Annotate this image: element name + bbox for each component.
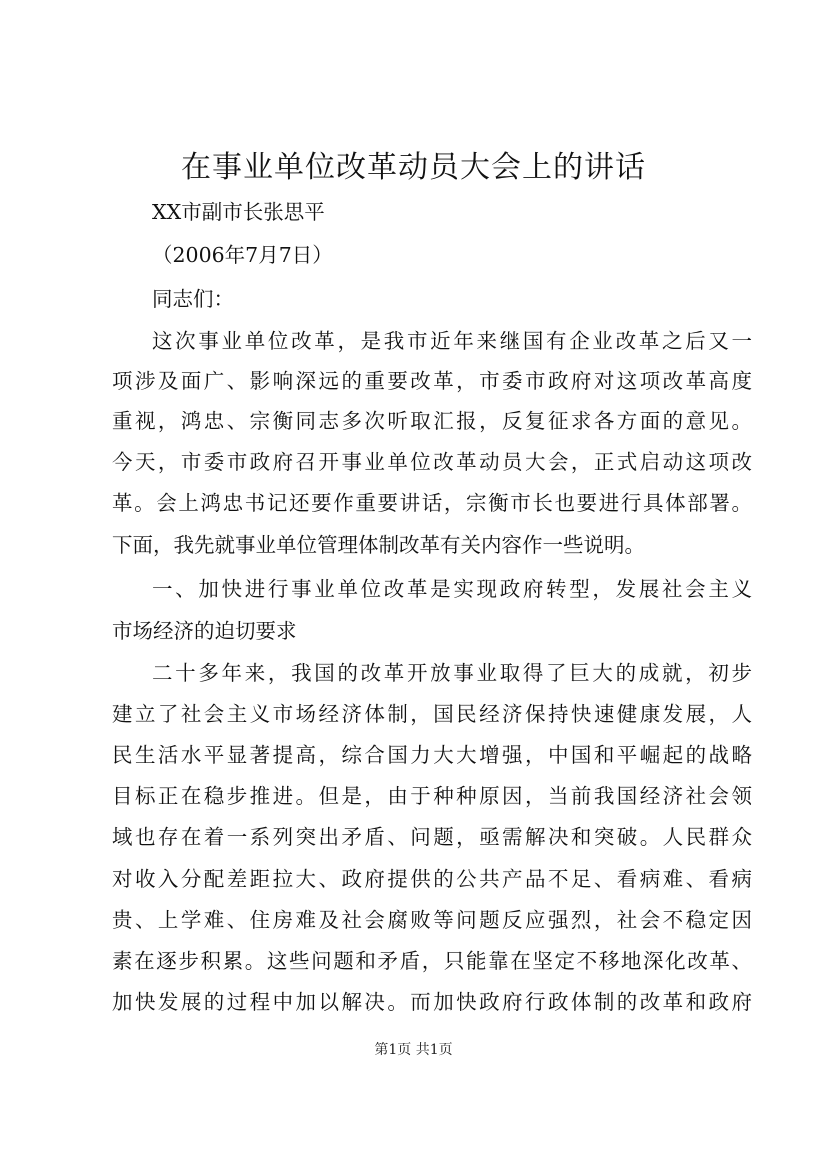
body-line: 素在逐步积累。这些问题和矛盾，只能靠在坚定不移地深化改革、: [112, 949, 752, 973]
body-line: 加快发展的过程中加以解决。而加快政府行政体制的改革和政府: [112, 990, 752, 1014]
body-line: 革。会上鸿忠书记还要作重要讲话，宗衡市长也要进行具体部署。: [112, 491, 752, 515]
body-line: 建立了社会主义市场经济体制，国民经济保持快速健康发展，人: [112, 702, 752, 726]
body-line: 这次事业单位改革，是我市近年来继国有企业改革之后又一: [152, 329, 752, 353]
document-title: 在事业单位改革动员大会上的讲话: [181, 150, 646, 185]
body-line: 对收入分配差距拉大、政府提供的公共产品不足、看病难、看病: [112, 867, 752, 891]
body-line: 二十多年来，我国的改革开放事业取得了巨大的成就，初步: [152, 661, 752, 685]
body-line: 重视，鸿忠、宗衡同志多次听取汇报，反复征求各方面的意见。: [112, 409, 752, 433]
body-line: 目标正在稳步推进。但是，由于种种原因，当前我国经济社会领: [112, 784, 752, 808]
body-line: 今天，市委市政府召开事业单位改革动员大会，正式启动这项改: [112, 450, 752, 474]
date-line: （2006年7月7日）: [152, 243, 333, 267]
body-line: 民生活水平显著提高，综合国力大大增强，中国和平崛起的战略: [112, 743, 752, 767]
section-heading: 一、加快进行事业单位改革是实现政府转型，发展社会主义: [152, 577, 752, 601]
section-heading: 市场经济的迫切要求: [112, 619, 297, 643]
body-line: 域也存在着一系列突出矛盾、问题，亟需解决和突破。人民群众: [112, 825, 752, 849]
author-line: XX市副市长张思平: [152, 200, 325, 224]
body-line: 下面，我先就事业单位管理体制改革有关内容作一些说明。: [112, 533, 645, 557]
salutation: 同志们：: [152, 287, 234, 311]
body-line: 项涉及面广、影响深远的重要改革，市委市政府对这项改革高度: [112, 369, 752, 393]
page-footer: 第1页 共1页: [374, 1042, 453, 1058]
body-line: 贵、上学难、住房难及社会腐败等问题反应强烈，社会不稳定因: [112, 908, 752, 932]
